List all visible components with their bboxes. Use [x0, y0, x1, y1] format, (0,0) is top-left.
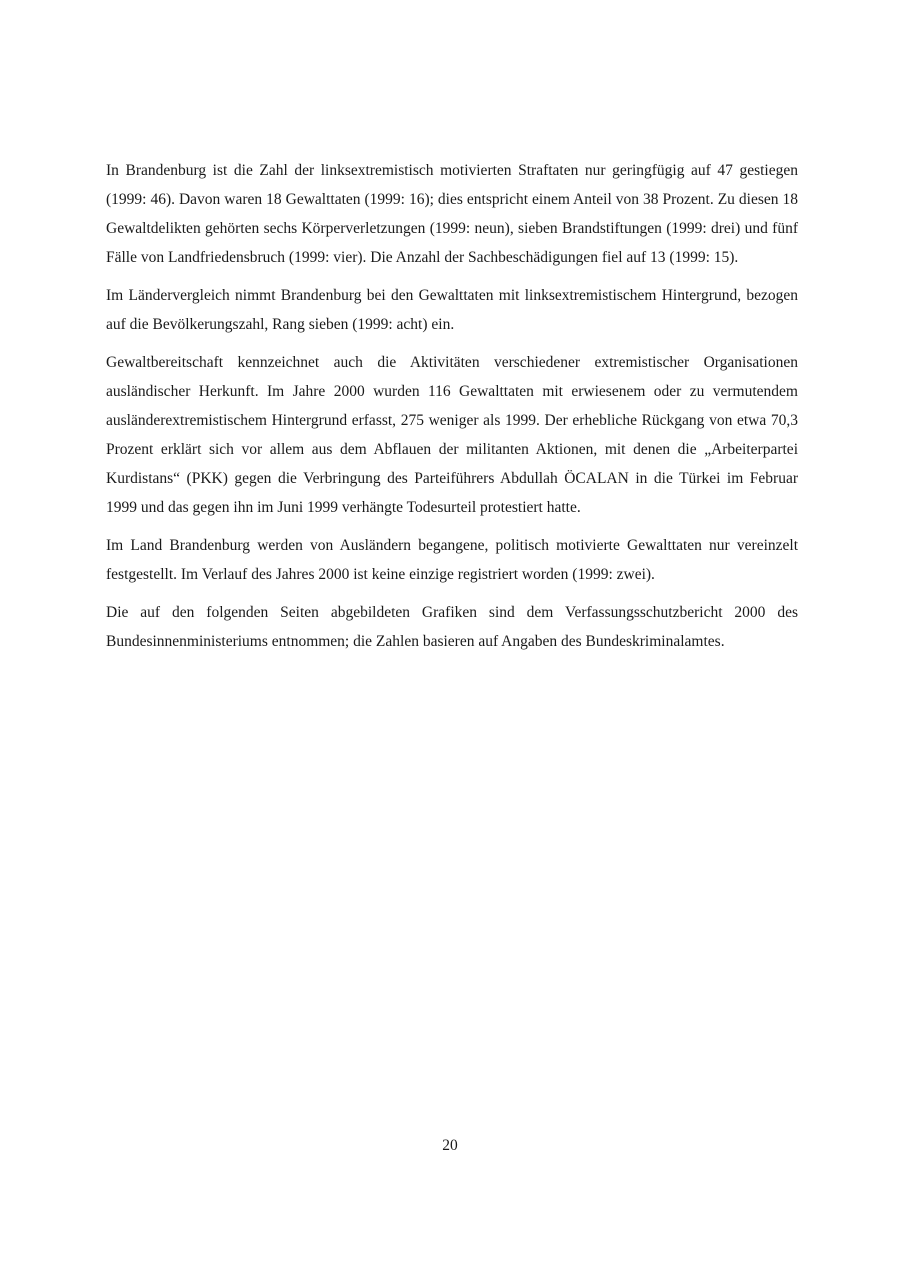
paragraph-brandenburg-foreigners: Im Land Brandenburg werden von Ausländern begangene, politisch motivierte Gewalttaten nur vereinzelt festgestellt. Im Verlauf des Jahres 2000 ist keine einzige registriert worden (1999: zwei). — [106, 537, 798, 583]
paragraph-state-comparison: Im Ländervergleich nimmt Brandenburg bei den Gewalttaten mit linksextremistischem Hintergrund, bezogen auf die Bevölkerungszahl, Rang sieben (1999: acht) ein. — [106, 287, 798, 333]
paragraph-foreign-extremism: Gewaltbereitschaft kennzeichnet auch die Aktivitäten verschiedener extremistischer Organisationen ausländischer Herkunft. Im Jahre 2000 wurden 116 Gewalttaten mit erwiesenem oder zu vermutendem ausländerextremistischem Hintergrund erfasst, 275 weniger als 1999. Der erhebliche Rückgang von etwa 70,3 Prozent erklärt sich vor allem aus dem Abflauen der militanten Aktionen, mit denen die „Arbeiterpartei Kurdistans“ (PKK) gegen die Verbringung des Parteiführers Abdullah ÖCALAN in die Türkei im Februar 1999 und das gegen ihn im Juni 1999 verhängte Todesurteil protestiert hatte. — [106, 354, 798, 516]
paragraph-left-extremism-brandenburg: In Brandenburg ist die Zahl der linksextremistisch motivierten Straftaten nur geringfügig auf 47 gestiegen (1999: 46). Davon waren 18 Gewalttaten (1999: 16); dies entspricht einem Anteil von 38 Prozent. Zu diesen 18 Gewaltdelikten gehörten sechs Körperverletzungen (1999: neun), sieben Brandstiftungen (1999: drei) und fünf Fälle von Landfriedensbruch (1999: vier). Die Anzahl der Sachbeschädigungen fiel auf 13 (1999: 15). — [106, 162, 798, 266]
paragraph-graphics-source: Die auf den folgenden Seiten abgebildeten Grafiken sind dem Verfassungsschutzbericht 2000 des Bundesinnenministeriums entnommen; die Zahlen basieren auf Angaben des Bundeskriminalamtes. — [106, 604, 798, 650]
body-text — [106, 156, 798, 665]
page-number: 20 — [442, 1137, 458, 1154]
